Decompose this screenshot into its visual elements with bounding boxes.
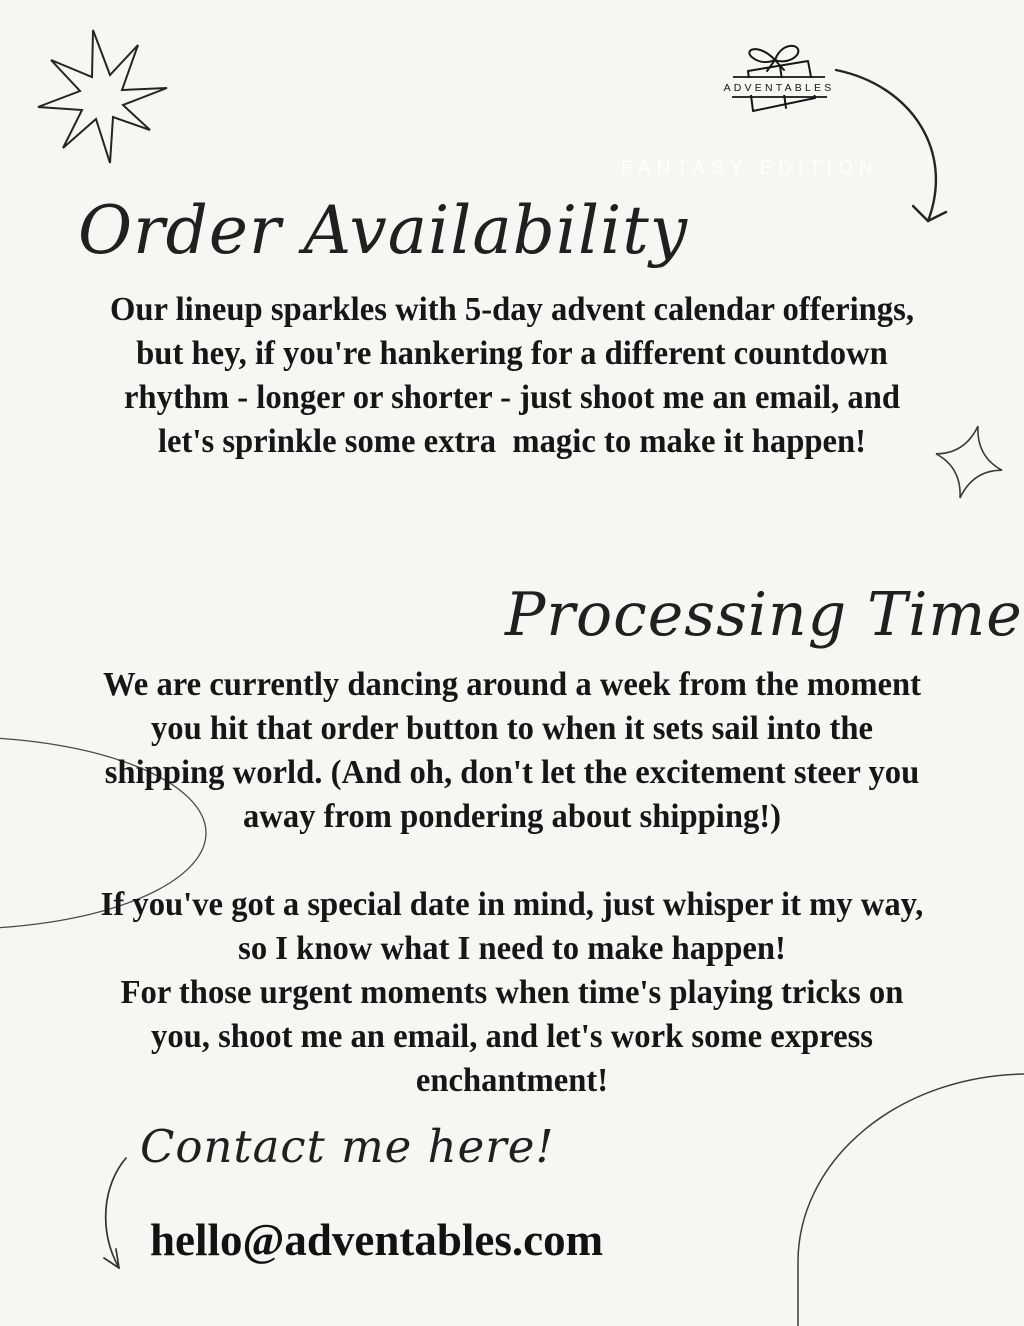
brand-logo <box>718 40 868 135</box>
contact-email-link[interactable]: hello@adventables.com <box>150 1215 604 1265</box>
paragraph-line: so I know what I need to make happen! <box>238 930 786 967</box>
processing-time-paragraph <box>20 663 1003 839</box>
order-availability-heading: Order Availability <box>78 192 689 269</box>
small-arrow-icon <box>104 1158 126 1268</box>
brand-name: ADVENTABLES <box>723 82 835 94</box>
starburst-icon <box>38 30 167 163</box>
paragraph-line: enchantment! <box>415 1062 609 1099</box>
paragraph-line: but hey, if you're hankering for a different countdown <box>136 335 888 372</box>
special-date-paragraph <box>20 883 1003 1103</box>
paragraph-line: you, shoot me an email, and let's work some express <box>150 1018 874 1055</box>
paragraph-line: Our lineup sparkles with 5-day advent calendar offerings, <box>110 291 914 328</box>
paragraph-line: you hit that order button to when it sets sail into the <box>150 710 874 747</box>
edition-watermark: FANTASY EDITION <box>621 158 879 179</box>
processing-time-heading: Processing Time <box>505 580 1023 650</box>
paragraph-line: We are currently dancing around a week from the moment <box>102 666 922 703</box>
paragraph-line: shipping world. (And oh, don't let the excitement steer you <box>104 754 920 791</box>
paragraph-line: away from pondering about shipping!) <box>242 798 782 835</box>
corner-arc-decoration <box>798 1074 1024 1326</box>
paragraph-line: rhythm - longer or shorter - just shoot me an email, and <box>123 379 901 416</box>
paragraph-line: For those urgent moments when time's playing tricks on <box>120 974 904 1011</box>
paragraph-line: If you've got a special date in mind, just whisper it my way, <box>100 886 924 923</box>
paragraph-line: let's sprinkle some extra magic to make it happen! <box>157 423 867 460</box>
contact-heading: Contact me here! <box>140 1120 555 1173</box>
order-availability-paragraph <box>20 288 1003 464</box>
